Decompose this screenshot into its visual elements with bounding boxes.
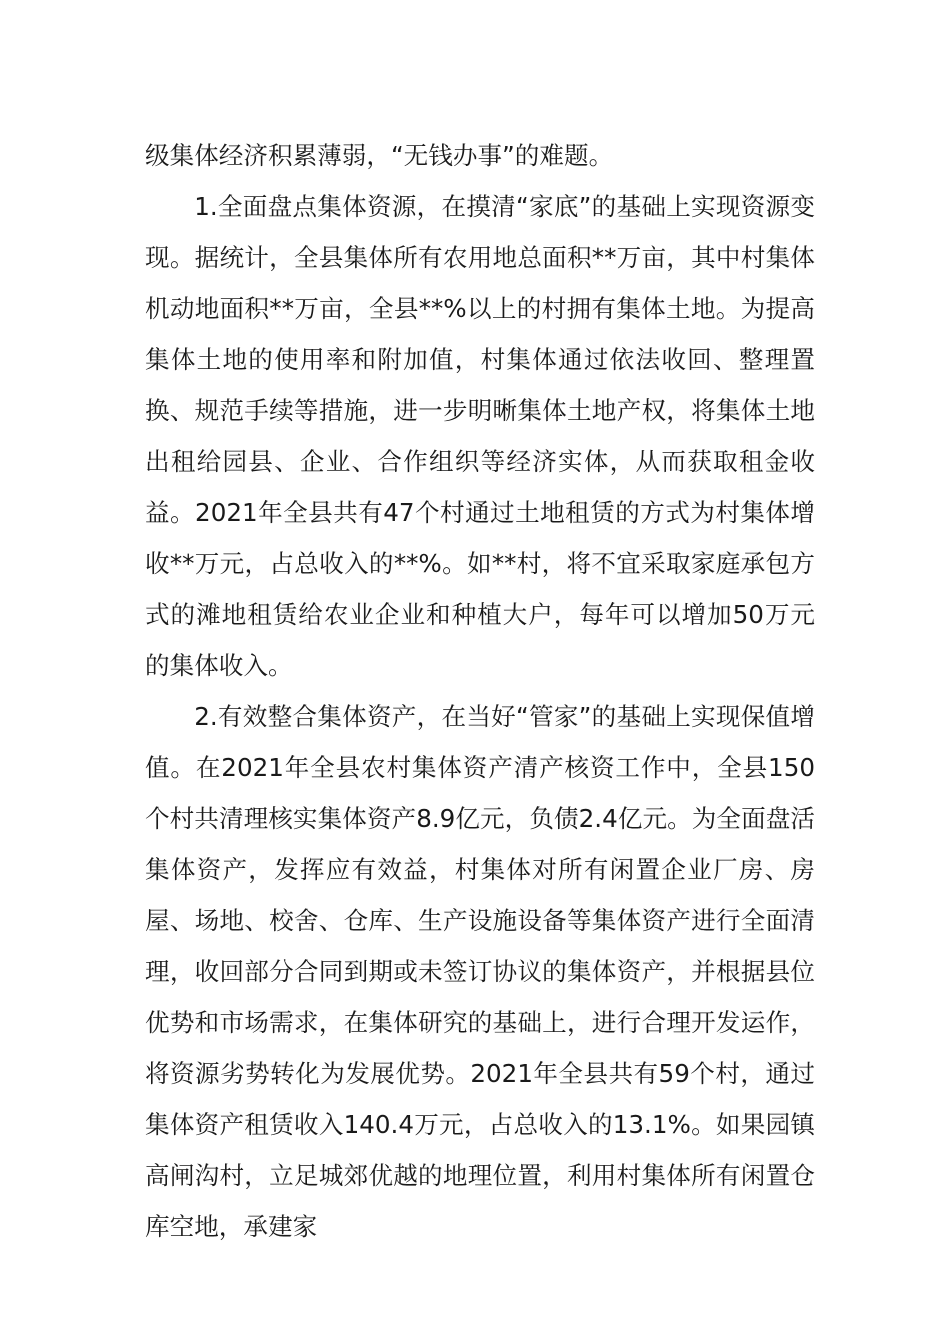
- document-body: [145, 130, 815, 1252]
- paragraph-continuation: 级集体经济积累薄弱，“无钱办事”的难题。: [145, 141, 614, 170]
- paragraph-resources: 1.全面盘点集体资源，在摸清“家底”的基础上实现资源变现。据统计，全县集体所有农用地总面积**万亩，其中村集体机动地面积**万亩，全县**%以上的村拥有集体土地。为提高集体土地的使用率和附加值，村集体通过依法收回、整理置换、规范手续等措施，进一步明晰集体土地产权，将集体土地出租给园县、企业、合作组织等经济实体，从而获取租金收益。2021年全县共有47个村通过土地租赁的方式为村集体增收**万元，占总收入的**%。如**村，将不宜采取家庭承包方式的滩地租赁给农业企业和种植大户，每年可以增加50万元的集体收入。: [145, 192, 815, 680]
- paragraph-assets: 2.有效整合集体资产，在当好“管家”的基础上实现保值增值。在2021年全县农村集体资产清产核资工作中，全县150个村共清理核实集体资产8.9亿元，负债2.4亿元。为全面盘活集体资产，发挥应有效益，村集体对所有闲置企业厂房、房屋、场地、校舍、仓库、生产设施设备等集体资产进行全面清理，收回部分合同到期或未签订协议的集体资产，并根据县位优势和市场需求，在集体研究的基础上，进行合理开发运作，将资源劣势转化为发展优势。2021年全县共有59个村，通过集体资产租赁收入140.4万元，占总收入的13.1%。如果园镇高闸沟村，立足城郊优越的地理位置，利用村集体所有闲置仓库空地，承建家: [145, 702, 815, 1241]
